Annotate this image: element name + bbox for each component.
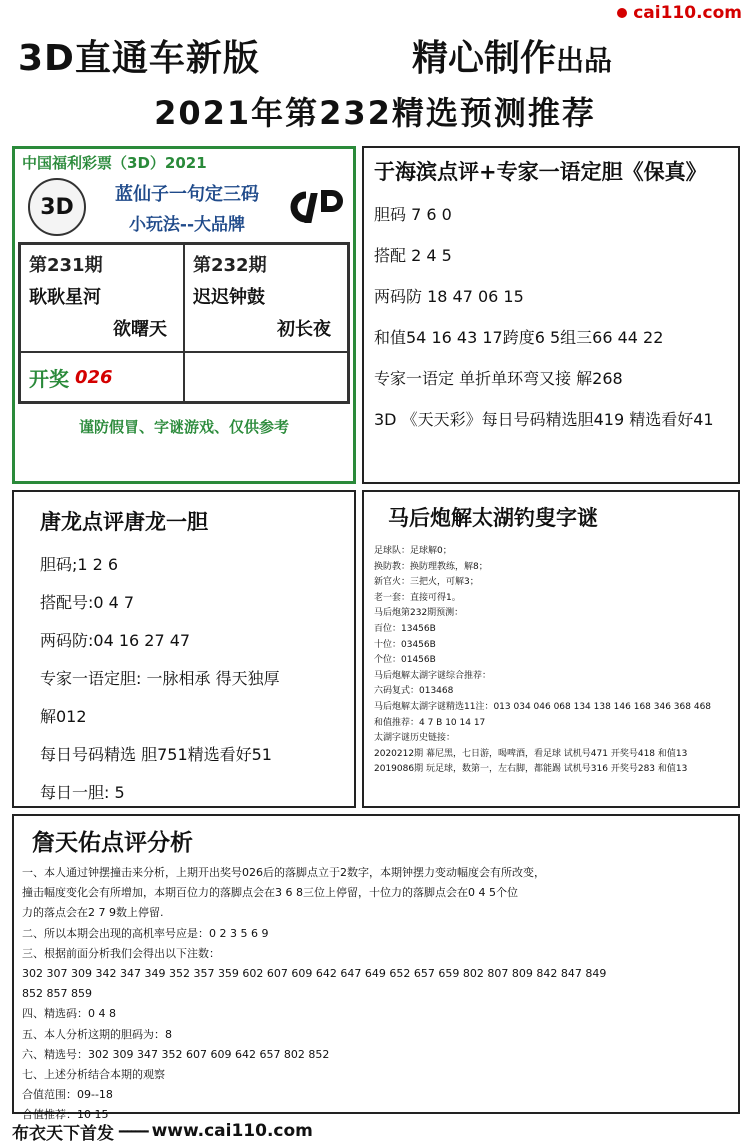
- ma-line: 百位：13456B: [374, 623, 436, 634]
- ma-panel: [362, 490, 740, 808]
- lottery-logo-row: [18, 174, 350, 240]
- yu-line: 搭配 2 4 5: [374, 246, 452, 265]
- slogan-line-1: 蓝仙子一句定三码: [115, 183, 259, 205]
- zhan-title: 詹天佑点评分析: [32, 830, 193, 856]
- yu-line: 和值54 16 43 17跨度6 5组三66 44 22: [374, 328, 664, 347]
- zhan-line: 二、所以本期会出现的高机率号应是：0 2 3 5 6 9: [22, 926, 269, 940]
- lottery-panel: [12, 146, 356, 484]
- lottery-cell-232: [184, 244, 348, 352]
- ma-line: 2019086期 玩足球，数第一，左右脚，都能踢 试机号316 开奖号283 和值13: [374, 764, 688, 775]
- ma-line: 换防教：换防理教练，解8；: [374, 561, 488, 572]
- tang-line: 解012: [40, 707, 87, 726]
- tang-line: 胆码;1 2 6: [40, 555, 119, 574]
- yu-line: 3D 《天天彩》每日号码精选胆419 精选看好41: [374, 410, 714, 429]
- ma-line: 新官火：三把火，可解3；: [374, 577, 479, 588]
- ma-line: 足球队：足球解0；: [374, 546, 452, 556]
- site-tag[interactable]: [600, 0, 750, 26]
- zhan-line: 四、精选码：0 4 8: [22, 1007, 116, 1021]
- lottery-grid: [18, 242, 350, 404]
- title-right-main: 精心制作: [412, 38, 557, 79]
- lottery-empty-cell: [184, 352, 348, 402]
- ma-line: 和值推荐：4 7 B 10 14 17: [374, 717, 486, 728]
- footer-url[interactable]: www.cai110.com: [151, 1121, 313, 1141]
- ma-line: 马后炮解太湖字谜综合推荐：: [374, 670, 492, 681]
- ma-line: 马后炮解太湖字谜精选11注：013 034 046 068 134 138 146 168 346 368 468: [374, 701, 712, 712]
- zhan-line: 三、根据前面分析我们会得出以下注数：: [22, 946, 220, 960]
- cell-period: 第232期: [193, 255, 267, 276]
- zhan-line: 撞击幅度变化会有所增加，本期百位力的落脚点会在3 6 8三位上停留，十位力的落脚点会在0 4 5个位: [22, 886, 518, 900]
- zhan-line: 302 307 309 342 347 349 352 357 359 602 607 609 642 647 649 652 657 659 802 807 809 842 847 849: [22, 967, 607, 981]
- ma-line: 老一套：直接可得1。: [374, 592, 461, 603]
- zhan-line: 一、本人通过钟摆撞击来分析，上期开出奖号026后的落脚点立于2数字，本期钟摆力变动幅度会有所改变，: [22, 866, 545, 879]
- tang-line: 专家一语定胆: 一脉相承 得天独厚: [40, 669, 280, 688]
- page-subtitle: 2021年第232精选预测推荐: [154, 94, 596, 132]
- ma-line: 个位：01456B: [374, 655, 436, 666]
- tang-panel: [12, 490, 356, 808]
- zhan-line: 合值范围：09--18: [22, 1088, 113, 1102]
- footer: [12, 1120, 512, 1142]
- cell-riddle-2: 欲曙天: [113, 319, 167, 340]
- yu-panel: [362, 146, 740, 484]
- footer-left: 布衣天下首发: [12, 1123, 114, 1144]
- page-title-left: 3D直通车新版: [18, 38, 260, 79]
- lottery-slogan: [86, 180, 288, 235]
- tang-line: 搭配号:0 4 7: [40, 593, 135, 612]
- ma-line: 十位：03456B: [374, 639, 436, 650]
- yu-line: 两码防 18 47 06 15: [374, 287, 524, 306]
- site-url[interactable]: cai110.com: [633, 3, 742, 23]
- page-title-right: [412, 30, 612, 81]
- lottery-footer: 谨防假冒、字谜游戏、仅供参考: [78, 418, 289, 436]
- draw-value: 026: [75, 366, 113, 388]
- zhan-line: 五、本人分析这期的胆码为：8: [22, 1027, 172, 1041]
- logo-dot-icon: [617, 8, 627, 18]
- tang-title: 唐龙点评唐龙一胆: [40, 510, 208, 534]
- cell-riddle-1: 迟迟钟鼓: [193, 287, 265, 308]
- title-right-small: 出品: [556, 44, 613, 77]
- tang-line: 两码防:04 16 27 47: [40, 631, 191, 650]
- ma-line: 六码复式：013468: [374, 686, 454, 697]
- tang-line: 每日一胆: 5: [40, 783, 125, 802]
- cell-period: 第231期: [29, 255, 103, 276]
- zhan-line: 852 857 859: [22, 987, 92, 1001]
- ma-title: 马后炮解太湖钓叟字谜: [388, 506, 598, 530]
- lottery-header: 中国福利彩票（3D）2021: [22, 154, 207, 172]
- lottery-3d-logo-icon: 3D: [28, 178, 86, 236]
- cp-brand-icon: [288, 187, 344, 227]
- ma-line: 2020212期 幕尼黑，七日游，喝啤酒，看足球 试机号471 开奖号418 和值13: [374, 748, 688, 759]
- footer-dashes: -------: [118, 1122, 148, 1140]
- draw-label: 开奖: [29, 366, 69, 391]
- zhan-line: 合值推荐：10 15: [22, 1108, 109, 1122]
- zhan-line: 七、上述分析结合本期的观察: [22, 1068, 165, 1082]
- zhan-line: 六、精选号：302 309 347 352 607 609 642 657 802 852: [22, 1047, 330, 1061]
- ma-line: 马后炮第232期预测：: [374, 608, 464, 619]
- zhan-panel: [12, 814, 740, 1122]
- ma-line: 太湖字谜历史链接：: [374, 733, 456, 744]
- yu-line: 专家一语定 单折单环弯又接 解268: [374, 369, 623, 388]
- zhan-line: 力的落点会在2 7 9数上停留.: [22, 906, 164, 920]
- yu-title: 于海滨点评+专家一语定胆《保真》: [374, 160, 707, 184]
- lottery-cell-231: [20, 244, 184, 352]
- cell-riddle-2: 初长夜: [277, 319, 331, 340]
- lottery-draw-cell: [20, 352, 184, 402]
- yu-line: 胆码 7 6 0: [374, 205, 452, 224]
- tang-line: 每日号码精选 胆751精选看好51: [40, 745, 272, 764]
- slogan-line-2: 小玩法--大品牌: [128, 214, 246, 235]
- cell-riddle-1: 耿耿星河: [29, 287, 101, 308]
